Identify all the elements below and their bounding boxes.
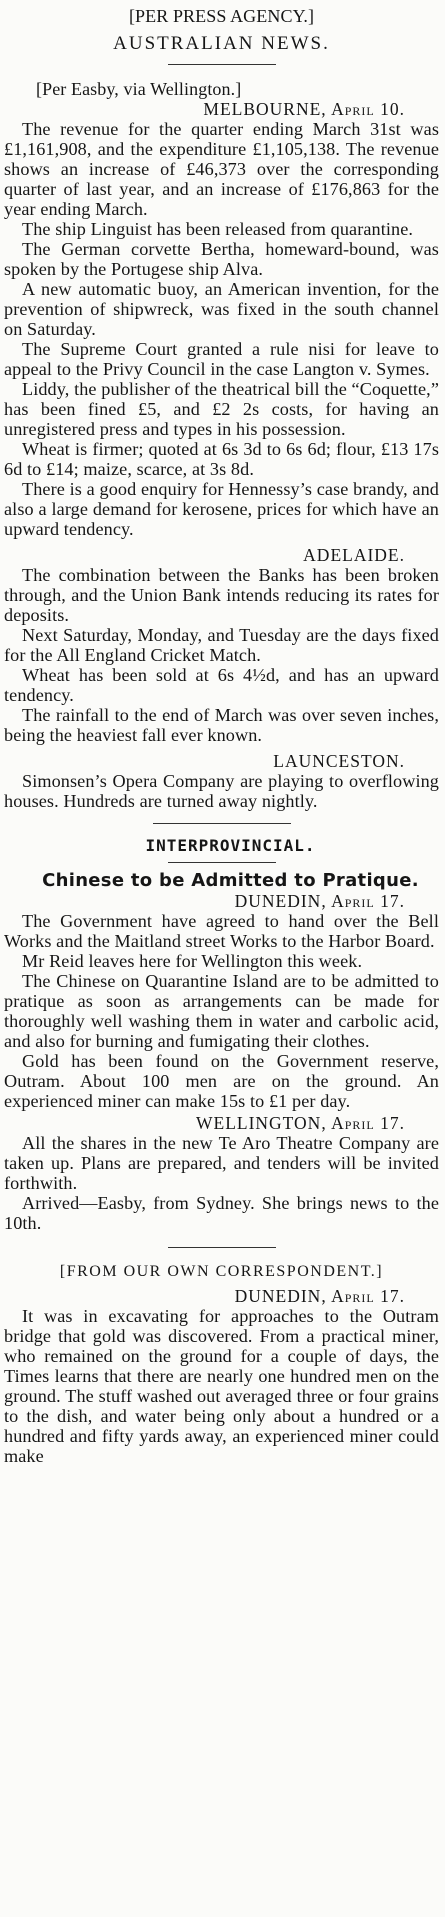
heading-rule [168,862,276,863]
news-paragraph: The German corvette Bertha, homeward-bound, was spoken by the Portugese ship Alva. [4,239,439,279]
news-paragraph: The Supreme Court granted a rule nisi for leave to appeal to the Privy Council in the case Langton v. Symes. [4,339,439,379]
launceston-dateline: LAUNCESTON. [273,751,405,771]
wellington-section [4,1133,439,1233]
news-paragraph: Wheat is firmer; quoted at 6s 3d to 6s 6d; flour, £13 17s 6d to £14; maize, scarce, at 3s 8d. [4,439,439,479]
news-paragraph: The revenue for the quarter ending March 31st was £1,161,908, and the expenditure £1,105,138. The revenue shows an increase of £46,373 over the corresponding quarter of last year, and an increase of £176,863 for the year ending March. [4,119,439,219]
correspondent-dateline: DUNEDIN, April 17. [234,1286,405,1306]
news-paragraph: It was in excavating for approaches to the Outram bridge that gold was discovered. From a practical miner, who remained on the ground for a couple of days, the Times learns that there are nearly one hundred men on the ground. The stuff washed out averaged three or four grains to the dish, and water being only about a hundred or a hundred and fifty yards away, an experienced miner could make [4,1306,439,1466]
news-paragraph: Next Saturday, Monday, and Tuesday are the days fixed for the All England Cricket Match. [4,625,439,665]
press-agency-kicker: [PER PRESS AGENCY.] [128,6,315,26]
news-paragraph: Liddy, the publisher of the theatrical bill the “Coquette,” has been fined £5, and £2 2s costs, for having an unregistered press and types in his possession. [4,379,439,439]
australian-news-headline: AUSTRALIAN NEWS. [113,33,330,54]
correspondent-section [4,1306,439,1466]
adelaide-section [4,565,439,745]
news-paragraph: The combination between the Banks has been broken through, and the Union Bank intends reducing its rates for deposits. [4,565,439,625]
adelaide-dateline: ADELAIDE. [303,545,405,565]
section-divider [153,823,291,824]
news-paragraph: Mr Reid leaves here for Wellington this week. [22,951,363,971]
news-paragraph: The Government have agreed to hand over the Bell Works and the Maitland street Works to the Harbor Board. [4,911,439,951]
via-line: [Per Easby, via Wellington.] [36,79,242,99]
dunedin-section [4,911,439,1111]
news-paragraph: Arrived—Easby, from Sydney. She brings news to the 10th. [4,1193,439,1233]
news-paragraph: The ship Linguist has been released from quarantine. [22,219,414,239]
news-paragraph: A new automatic buoy, an American invention, for the prevention of shipwreck, was fixed in the south channel on Saturday. [4,279,439,339]
melbourne-dateline: MELBOURNE, April 10. [203,99,405,119]
correspondent-heading: [FROM OUR OWN CORRESPONDENT.] [59,1263,384,1280]
news-paragraph: The Chinese on Quarantine Island are to be admitted to pratique as soon as arrangements can be made for thoroughly well washing them in water and carbolic acid, and also for burning and fumigating their clothes. [4,971,439,1051]
wellington-dateline: WELLINGTON, April 17. [195,1113,405,1133]
news-paragraph: Gold has been found on the Government reserve, Outram. About 100 men are on the ground. An experienced miner can make 15s to £1 per day. [4,1051,439,1111]
chinese-pratique-headline: Chinese to be Admitted to Pratique. [42,870,419,891]
section-divider [168,1247,276,1248]
news-paragraph: There is a good enquiry for Hennessy’s case brandy, and also a large demand for kerosene, prices for which have an upward tendency. [4,479,439,539]
headline-rule [168,64,276,65]
news-paragraph: Wheat has been sold at 6s 4½d, and has an upward tendency. [4,665,439,705]
melbourne-section [4,119,439,539]
news-paragraph: The rainfall to the end of March was over seven inches, being the heaviest fall ever known. [4,705,439,745]
dunedin-dateline: DUNEDIN, April 17. [234,891,405,911]
interprovincial-heading: INTERPROVINCIAL. [145,836,316,855]
news-paragraph: Simonsen’s Opera Company are playing to overflowing houses. Hundreds are turned away nightly. [4,771,439,811]
news-paragraph: All the shares in the new Te Aro Theatre Company are taken up. Plans are prepared, and tenders will be invited forthwith. [4,1133,439,1193]
launceston-section [4,771,439,811]
